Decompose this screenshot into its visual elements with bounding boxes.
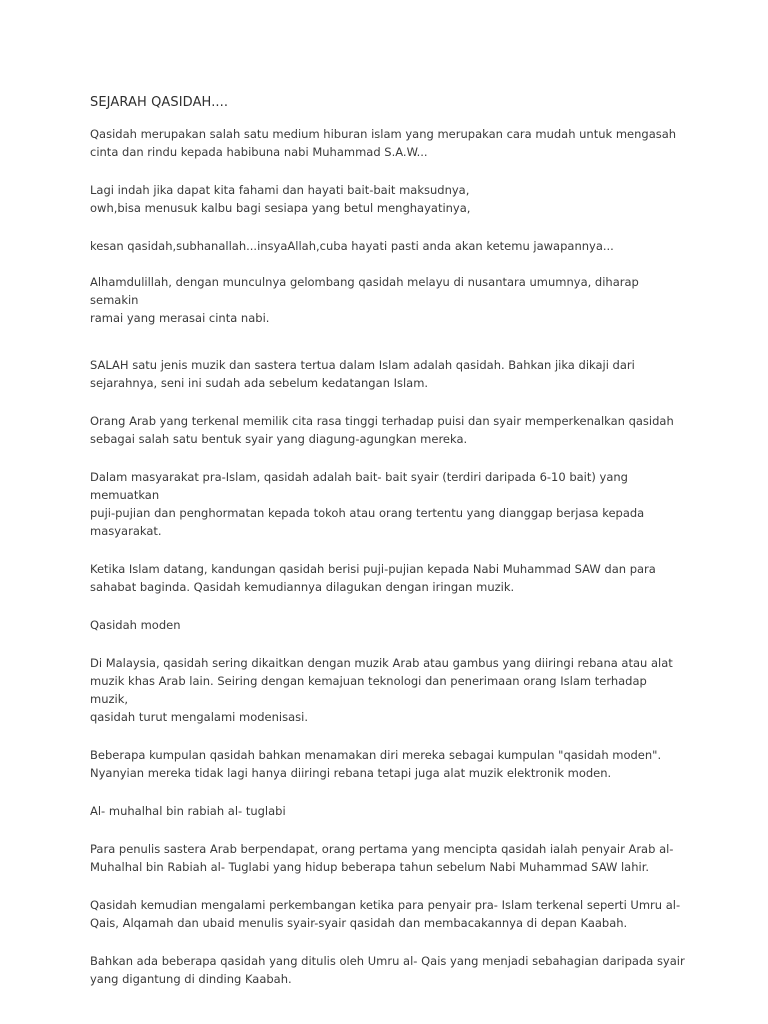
paragraph: Bahkan ada beberapa qasidah yang ditulis oleh Umru al- Qais yang menjadi sebahagian daripada syair yang digantung di dinding Kaabah. xyxy=(90,954,685,986)
paragraph: Qasidah merupakan salah satu medium hiburan islam yang merupakan cara mudah untuk mengasah cinta dan rindu kepada habibuna nabi Muhammad S.A.W... xyxy=(90,127,677,159)
document-title: SEJARAH QASIDAH.... xyxy=(90,95,229,110)
paragraph: SALAH satu jenis muzik dan sastera tertua dalam Islam adalah qasidah. Bahkan jika dikaji dari sejarahnya, seni ini sudah ada sebelum kedatangan Islam. xyxy=(90,358,635,390)
paragraph: Alhamdulillah, dengan munculnya gelombang qasidah melayu di nusantara umumnya, diharap semakin ramai yang merasai cinta nabi. xyxy=(90,275,639,325)
paragraph: Qasidah kemudian mengalami perkembangan ketika para penyair pra- Islam terkenal seperti Umru al- Qais, Alqamah dan ubaid menulis syair-syair qasidah dan membacakannya di depan Kaabah. xyxy=(90,898,681,930)
paragraph: Ketika Islam datang, kandungan qasidah berisi puji-pujian kepada Nabi Muhammad SAW dan para sahabat baginda. Qasidah kemudiannya dilagukan dengan iringan muzik. xyxy=(90,562,656,594)
section-heading-qasidah-moden: Qasidah moden xyxy=(90,618,181,632)
paragraph: Di Malaysia, qasidah sering dikaitkan dengan muzik Arab atau gambus yang diiringi rebana atau alat muzik khas Arab lain. Seiring dengan kemajuan teknologi dan penerimaan orang Islam terhadap muzik, qasidah turut mengalami modenisasi. xyxy=(90,656,673,724)
paragraph: Dalam masyarakat pra-Islam, qasidah adalah bait- bait syair (terdiri daripada 6-10 bait) yang memuatkan puji-pujian dan penghormatan kepada tokoh atau orang tertentu yang dianggap berjasa kepada masyarakat. xyxy=(90,470,645,538)
paragraph: kesan qasidah,subhanallah...insyaAllah,cuba hayati pasti anda akan ketemu jawapannya... xyxy=(90,239,614,253)
paragraph: Lagi indah jika dapat kita fahami dan hayati bait-bait maksudnya, owh,bisa menusuk kalbu bagi sesiapa yang betul menghayatinya, xyxy=(90,183,471,215)
paragraph: Para penulis sastera Arab berpendapat, orang pertama yang mencipta qasidah ialah penyair Arab al- Muhalhal bin Rabiah al- Tuglabi yang hidup beberapa tahun sebelum Nabi Muhammad SAW lahir. xyxy=(90,842,674,874)
paragraph: Beberapa kumpulan qasidah bahkan menamakan diri mereka sebagai kumpulan "qasidah moden". Nyanyian mereka tidak lagi hanya diiringi rebana tetapi juga alat muzik elektronik moden. xyxy=(90,748,662,780)
document-content xyxy=(90,94,686,1008)
section-heading-al-muhalhal: Al- muhalhal bin rabiah al- tuglabi xyxy=(90,804,286,818)
paragraph: Orang Arab yang terkenal memilik cita rasa tinggi terhadap puisi dan syair memperkenalkan qasidah sebagai salah satu bentuk syair yang diagung-agungkan mereka. xyxy=(90,414,674,446)
